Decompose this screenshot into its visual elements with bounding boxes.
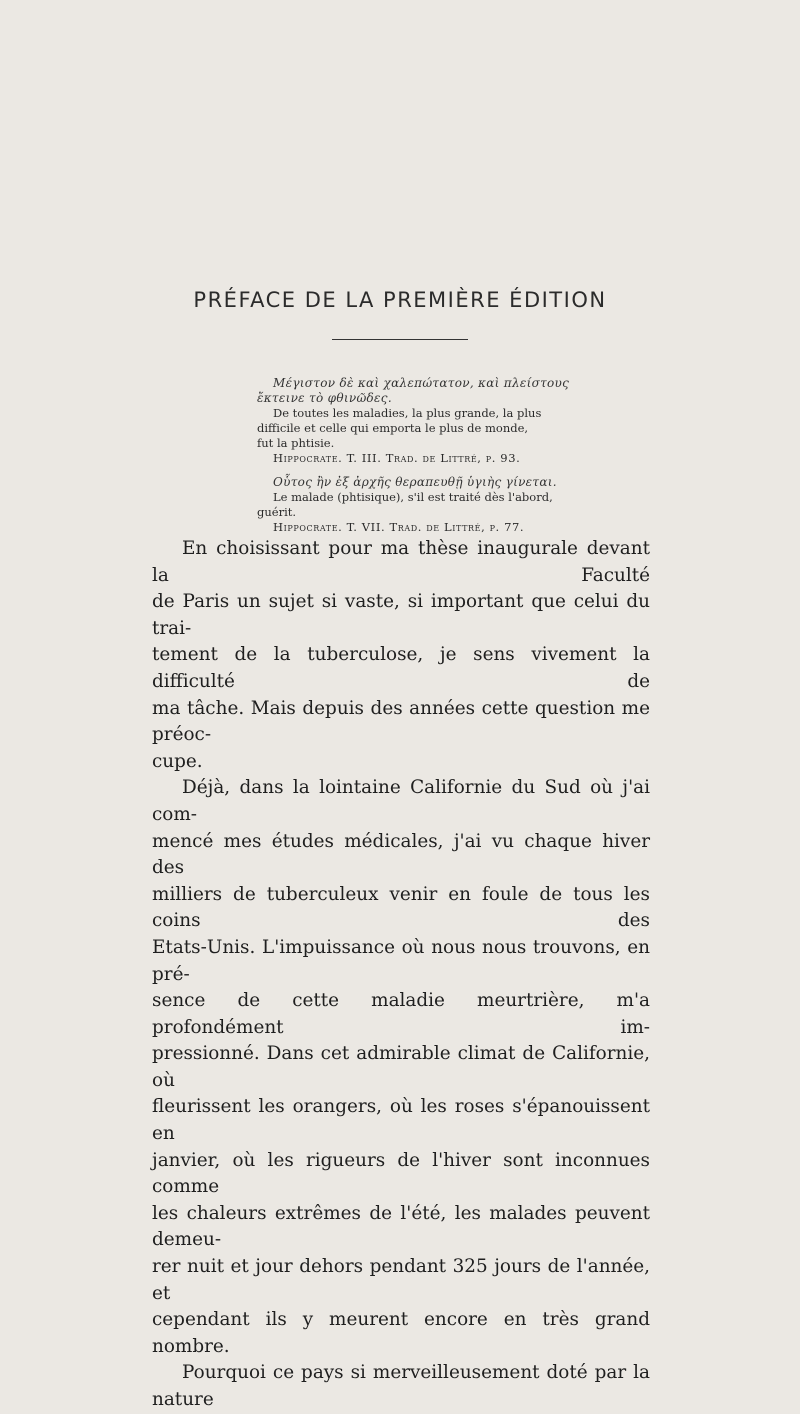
text-line: cupe. [152, 750, 203, 772]
epigraph-source: Hippocrate. T. III. Trad. de Littré, p. 93. [273, 451, 521, 465]
text-line: En choisissant pour ma thèse inaugurale devant la Faculté [152, 538, 650, 586]
text-line: de Paris un sujet si vaste, si important que celui du trai- [152, 591, 650, 639]
text-line: janvier, où les rigueurs de l'hiver sont inconnues comme [152, 1149, 650, 1198]
body-text [152, 536, 650, 1414]
text-line: mencé mes études médicales, j'ai vu chaque hiver des [152, 830, 650, 879]
text-line: les chaleurs extrêmes de l'été, les malades peuvent demeu- [152, 1202, 650, 1251]
title-divider [332, 339, 468, 340]
translation-line: guérit. [257, 505, 297, 519]
text-line: sence de cette maladie meurtrière, m'a profondément im- [152, 990, 650, 1038]
greek-line: Οὗτος ἢν ἐξ ἀρχῆς θεραπευθῇ ὑγιὴς γίνεται. [273, 475, 557, 489]
text-line: pressionné. Dans cet admirable climat de Californie, où [152, 1043, 650, 1091]
epigraph-greek [257, 475, 647, 490]
translation-line: De toutes les maladies, la plus grande, la plus [273, 406, 542, 420]
greek-line: ἔκτεινε τὸ φθινῶδες. [257, 391, 392, 405]
text-line: rer nuit et jour dehors pendant 325 jours de l'année, et [152, 1256, 650, 1304]
text-line: tement de la tuberculose, je sens vivement la difficulté de [152, 644, 650, 692]
translation-line: Le malade (phtisique), s'il est traité dès l'abord, [273, 490, 553, 504]
text-line: cependant ils y meurent encore en très grand nombre. [152, 1309, 650, 1357]
text-line: Etats-Unis. L'impuissance où nous nous trouvons, en pré- [152, 936, 650, 985]
translation-line: fut la phtisie. [257, 436, 335, 450]
text-line: fleurissent les orangers, où les roses s'épanouissent en [152, 1096, 650, 1145]
text-line: ma tâche. Mais depuis des années cette question me préoc- [152, 697, 650, 746]
paragraph-1 [152, 536, 650, 775]
epigraph-greek [257, 376, 647, 406]
paragraph-2 [152, 775, 650, 1413]
text-line: Pourquoi ce pays si merveilleusement doté par la nature [152, 1362, 650, 1410]
epigraph-translation [257, 406, 647, 451]
epigraph-translation [257, 490, 647, 520]
page-title: PRÉFACE DE LA PREMIÈRE ÉDITION [193, 288, 607, 312]
text-line: milliers de tuberculeux venir en foule de tous les coins des [152, 883, 650, 932]
text-line: Déjà, dans la lointaine Californie du Sud où j'ai com- [152, 777, 650, 825]
epigraphs [257, 376, 647, 541]
epigraph-1 [257, 376, 647, 466]
translation-line: difficile et celle qui emporta le plus de monde, [257, 421, 529, 435]
epigraph-2 [257, 475, 647, 535]
epigraph-source: Hippocrate. T. VII. Trad. de Littré, p. 77. [273, 520, 525, 534]
greek-line: Μέγιστον δὲ καὶ χαλεπώτατον, καὶ πλείστους [273, 376, 570, 390]
